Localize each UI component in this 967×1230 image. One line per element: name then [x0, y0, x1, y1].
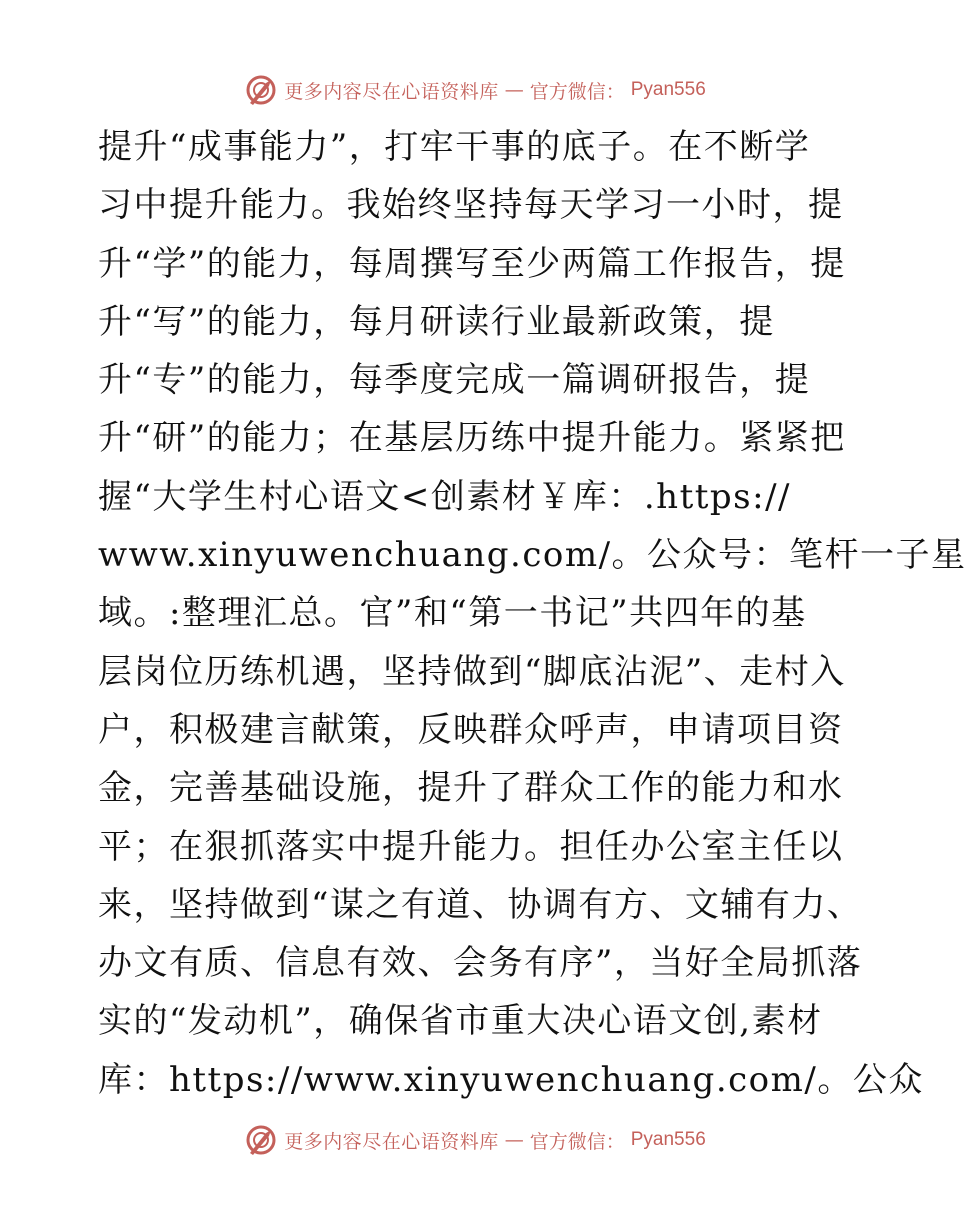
body-line: 习中提升能力。我始终坚持每天学习一小时，提	[98, 185, 844, 226]
body-line: 升“研”的能力；在基层历练中提升能力。紧紧把	[98, 418, 846, 459]
pen-logo-icon	[244, 1123, 278, 1157]
header-wechat-label: 官方微信：	[529, 80, 625, 103]
body-line: 实的“发动机”，确保省市重大决心语文创,素材	[98, 1001, 823, 1042]
footer-watermark-banner	[0, 1120, 950, 1160]
body-line: 升“学”的能力，每周撰写至少两篇工作报告，提	[98, 243, 846, 284]
header-watermark-banner	[0, 70, 950, 110]
header-banner-text: 更多内容尽在心语资料库	[284, 80, 499, 103]
body-line: 层岗位历练机遇，坚持做到“脚底沾泥”、走村入	[98, 651, 846, 692]
header-wechat-id: Pyan556	[630, 79, 706, 100]
body-line: 库：https://www.xinyuwenchuang.com/。公众	[98, 1059, 924, 1100]
body-line: www.xinyuwenchuang.com/。公众号：笔杆一子星	[98, 535, 967, 576]
body-line: 来，坚持做到“谋之有道、协调有方、文辅有力、	[98, 884, 863, 925]
body-line: 升“专”的能力，每季度完成一篇调研报告，提	[98, 360, 811, 401]
footer-wechat-label: 官方微信：	[529, 1130, 625, 1153]
body-line: 办文有质、信息有效、会务有序”，当好全局抓落	[98, 943, 863, 984]
body-line: 户，积极建言献策，反映群众呼声，申请项目资	[98, 709, 844, 750]
body-line: 金，完善基础设施，提升了群众工作的能力和水	[98, 768, 844, 809]
footer-wechat-id: Pyan556	[630, 1129, 706, 1150]
body-line: 握“大学生村心语文<创素材￥库：.https://	[98, 476, 791, 517]
body-line: 升“写”的能力，每月研读行业最新政策，提	[98, 301, 775, 342]
body-line: 提升“成事能力”，打牢干事的底子。在不断学	[98, 127, 811, 167]
document-body	[98, 118, 967, 1109]
body-line: 平；在狠抓落实中提升能力。担任办公室主任以	[98, 826, 844, 867]
footer-banner-text: 更多内容尽在心语资料库	[284, 1130, 499, 1153]
footer-banner-separator: —	[504, 1129, 524, 1151]
body-line: 域。:整理汇总。官”和“第一书记”共四年的基	[98, 593, 807, 634]
pen-logo-icon	[244, 73, 278, 107]
header-banner-separator: —	[504, 79, 524, 101]
